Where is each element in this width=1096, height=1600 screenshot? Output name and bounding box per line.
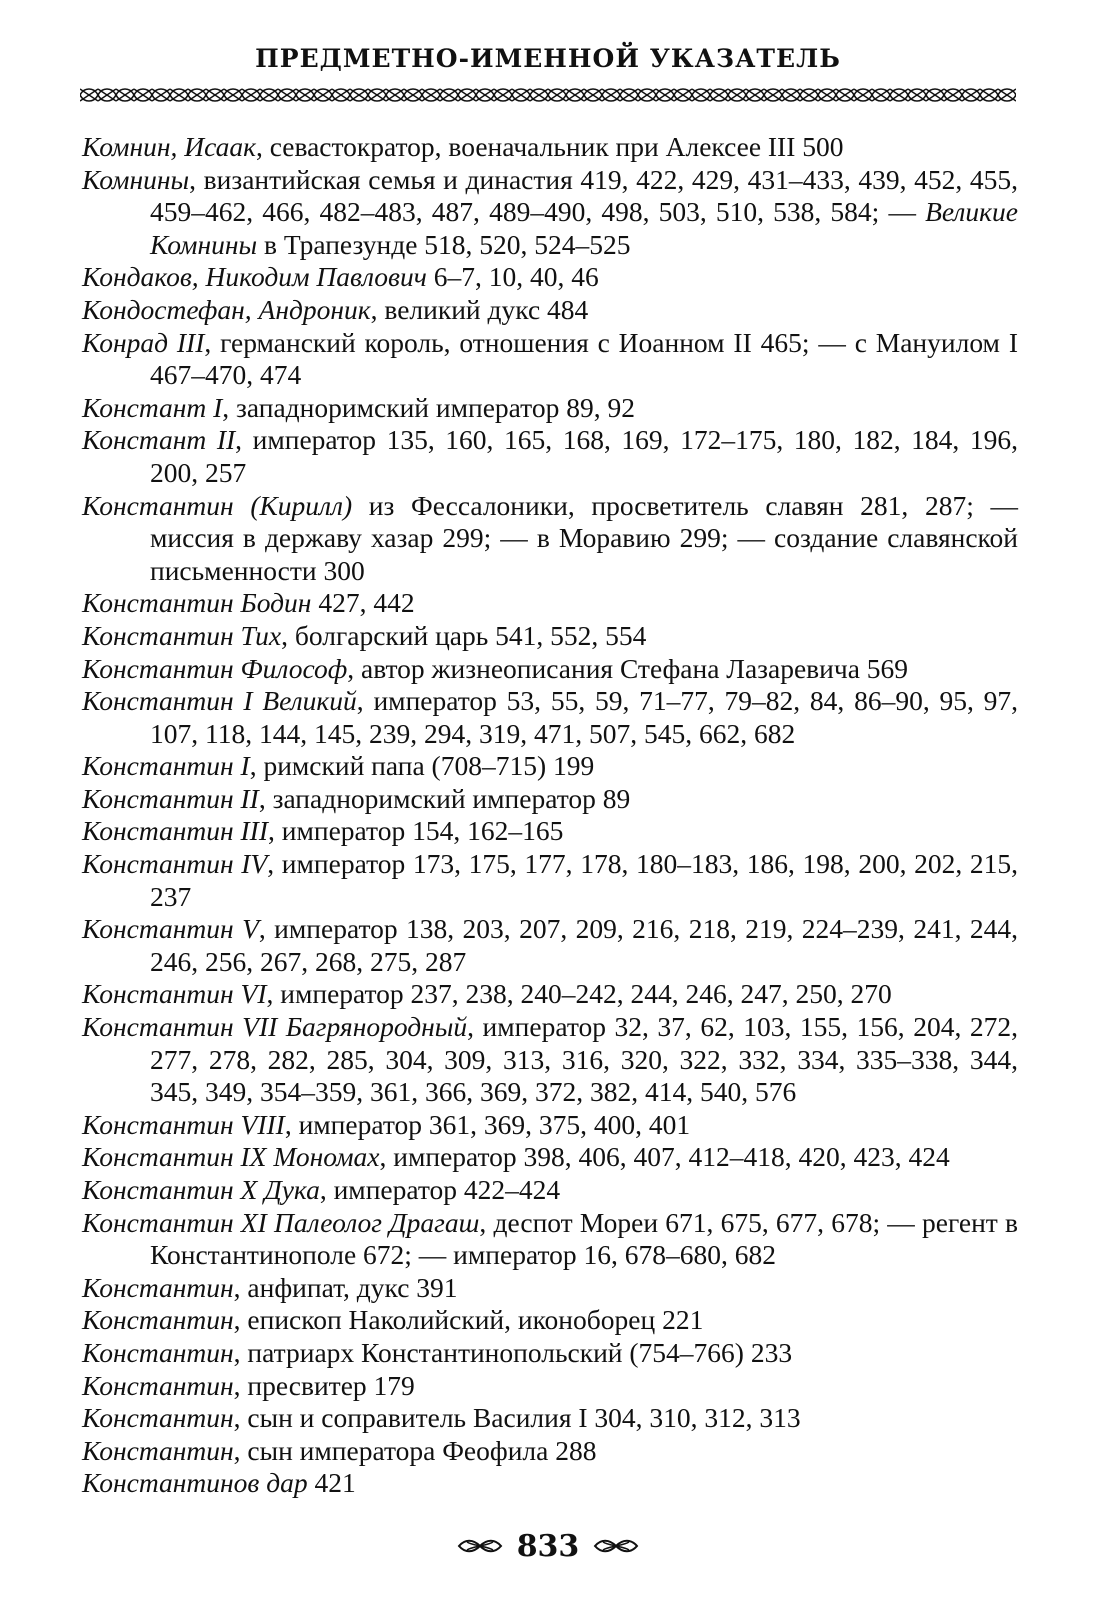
entry-headword: Константин — [82, 1369, 234, 1401]
entry-headword: Константин — [82, 1271, 234, 1303]
right-knot-ornament-icon — [593, 1538, 639, 1554]
index-entry — [82, 1174, 1018, 1207]
index-entry — [82, 1141, 1018, 1174]
index-entry — [82, 392, 1018, 425]
entry-headword: Константин Бодин — [82, 587, 312, 619]
index-entry — [82, 783, 1018, 816]
entry-details: , патриарх Константинопольский (754–766) 233 — [233, 1336, 793, 1368]
index-entry — [82, 164, 1018, 262]
entry-details: , император 154, 162–165 — [268, 815, 564, 847]
entry-details: 421 — [307, 1467, 356, 1499]
entry-details: , севастократор, военачальник при Алексее III 500 — [255, 131, 844, 162]
index-entry — [82, 1109, 1018, 1142]
entry-details: из Фессалоники, просветитель славян 281, 287; — миссия в державу хазар 299; — в Моравию 299; — создание славянской письменности 300 — [150, 489, 1018, 586]
entry-details: , император 32, 37, 62, 103, 155, 156, 204, 272, 277, 278, 282, 285, 304, 309, 313, 316, 320, 322, 332, 334, 335–338, 344, 345, 349, 354–359, 361, 366, 369, 372, 382, 414, 540, 576 — [150, 1011, 1018, 1108]
entry-details: , римский папа (708–715) 199 — [249, 750, 595, 782]
entry-details: , сын императора Феофила 288 — [233, 1434, 597, 1466]
entry-headword: Константин VII Багрянородный — [82, 1011, 468, 1043]
left-knot-ornament-icon — [457, 1538, 503, 1554]
entry-details: , пресвитер 179 — [233, 1369, 415, 1401]
entry-details: , император 173, 175, 177, 178, 180–183, 186, 198, 200, 202, 215, 237 — [150, 848, 1018, 912]
entry-headword: Кондостефан, Андроник — [82, 293, 371, 325]
entry-headword: Констант II — [82, 424, 236, 456]
entry-headword: Константин IX Мономах — [82, 1141, 380, 1173]
entry-details: , деспот Мореи 671, 675, 677, 678; — регент в Константинополе 672; — император 16, 678–680, 682 — [150, 1206, 1018, 1271]
page-footer — [0, 1528, 1096, 1564]
entry-details: , византийская семья и династия 419, 422, 429, 431–433, 439, 452, 455, 459–462, 466, 482–483, 487, 489–490, 498, 503, 510, 538, 584; — — [150, 163, 1018, 228]
entry-details: , западноримский император 89, 92 — [222, 391, 635, 423]
entry-details: , император 422–424 — [319, 1174, 561, 1205]
index-entry — [82, 261, 1018, 294]
entry-headword: Конрад III — [82, 326, 205, 358]
entry-details: , император 138, 203, 207, 209, 216, 218, 219, 224–239, 241, 244, 246, 256, 267, 268, 275, 287 — [150, 913, 1018, 977]
entry-headword: Константинов дар — [82, 1467, 308, 1499]
entry-details: , сын и соправитель Василия I 304, 310, 312, 313 — [233, 1402, 801, 1434]
index-entry — [82, 750, 1018, 783]
entry-headword: Константин (Кирилл) — [82, 489, 353, 521]
index-entry — [82, 1207, 1018, 1272]
entry-headword: Константин Философ — [82, 652, 348, 684]
entry-headword: Константин I Великий — [82, 685, 357, 717]
entry-headword: Константин — [82, 1336, 234, 1368]
entry-subheadword: Великие Комнины — [150, 196, 1018, 260]
entry-details: , германский король, отношения с Иоанном II 465; — с Мануилом I 467–470, 474 — [150, 326, 1018, 391]
entry-headword: Констант I — [82, 391, 223, 423]
entry-details: , император 53, 55, 59, 71–77, 79–82, 84, 86–90, 95, 97, 107, 118, 144, 145, 239, 294, 319, 471, 507, 545, 662, 682 — [150, 685, 1018, 749]
index-entry — [82, 1304, 1018, 1337]
index-entry — [82, 1011, 1018, 1109]
index-entry — [82, 1337, 1018, 1370]
index-entry — [82, 424, 1018, 489]
entry-headword: Комнины — [82, 163, 190, 195]
entry-headword: Константин I — [82, 750, 250, 782]
entry-details: , болгарский царь 541, 552, 554 — [281, 619, 647, 651]
ornamental-rule — [80, 86, 1016, 104]
entry-details: , автор жизнеописания Стефана Лазаревича 569 — [347, 652, 909, 684]
index-entry — [82, 1402, 1018, 1435]
index-entry — [82, 620, 1018, 653]
index-entries — [82, 131, 1018, 1500]
entry-details: , великий дукс 484 — [370, 293, 589, 325]
index-entry — [82, 815, 1018, 848]
entry-headword: Комнин, Исаак — [82, 131, 256, 162]
index-entry — [82, 653, 1018, 686]
entry-headword: Константин III — [82, 815, 269, 847]
entry-headword: Константин — [82, 1434, 234, 1466]
entry-headword: Константин II — [82, 782, 259, 814]
entry-details: , епископ Наколийский, иконоборец 221 — [233, 1304, 704, 1336]
index-entry — [82, 1435, 1018, 1468]
index-entry — [82, 327, 1018, 392]
entry-headword: Константин VIII — [82, 1108, 285, 1140]
entry-headword: Константин — [82, 1402, 234, 1434]
index-entry — [82, 848, 1018, 913]
entry-details: , император 237, 238, 240–242, 244, 246, 247, 250, 270 — [266, 978, 892, 1010]
entry-details: , западноримский император 89 — [258, 782, 631, 814]
index-entry — [82, 913, 1018, 978]
entry-details: , император 135, 160, 165, 168, 169, 172–175, 180, 182, 184, 196, 200, 257 — [150, 424, 1018, 488]
entry-headword: Константин XI Палеолог Драгаш — [82, 1206, 480, 1238]
index-entry — [82, 1467, 1018, 1500]
entry-headword: Константин V — [82, 913, 259, 945]
entry-details: , император 361, 369, 375, 400, 401 — [284, 1108, 691, 1140]
index-entry — [82, 978, 1018, 1011]
entry-headword: Кондаков, Никодим Павлович — [82, 261, 427, 293]
entry-details: в Трапезунде 518, 520, 524–525 — [257, 228, 631, 260]
index-entry — [82, 131, 1018, 164]
index-entry — [82, 685, 1018, 750]
index-entry — [82, 587, 1018, 620]
running-header: ПРЕДМЕТНО-ИМЕННОЙ УКАЗАТЕЛЬ — [255, 44, 841, 73]
entry-headword: Константин X Дука — [82, 1174, 320, 1205]
entry-details: , анфипат, дукс 391 — [233, 1271, 458, 1303]
entry-details: 427, 442 — [311, 587, 415, 619]
page-number: 833 — [516, 1528, 580, 1564]
entry-details: 6–7, 10, 40, 46 — [426, 261, 599, 293]
entry-headword: Константин — [82, 1304, 234, 1336]
entry-headword: Константин Тих — [82, 619, 282, 651]
index-entry — [82, 1370, 1018, 1403]
index-entry — [82, 490, 1018, 588]
index-entry — [82, 1272, 1018, 1305]
entry-headword: Константин IV — [82, 848, 268, 880]
index-entry — [82, 294, 1018, 327]
entry-details: , император 398, 406, 407, 412–418, 420, 423, 424 — [379, 1141, 950, 1173]
entry-headword: Константин VI — [82, 978, 267, 1010]
